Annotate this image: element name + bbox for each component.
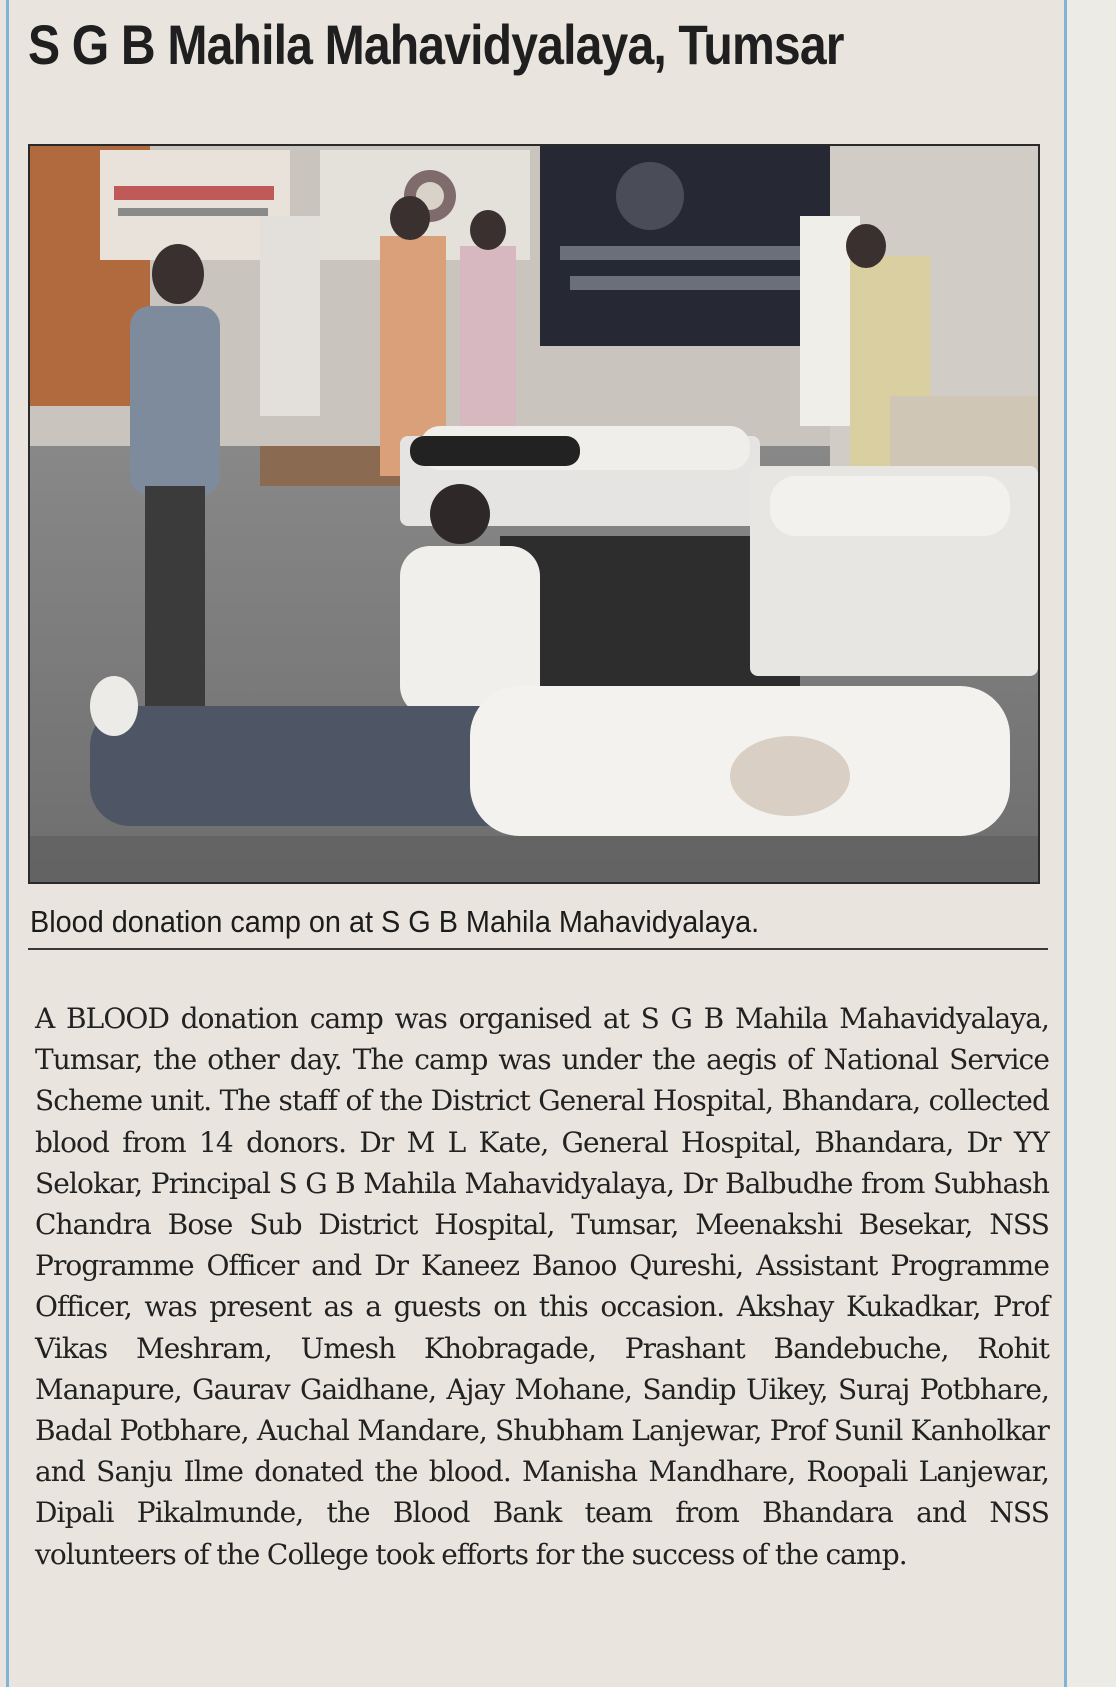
photo-caption: Blood donation camp on at S G B Mahila Mahavidyalaya. — [30, 904, 760, 939]
headline: S G B Mahila Mahavidyalaya, Tumsar — [28, 13, 844, 76]
page-margin — [1067, 0, 1116, 1687]
caption-divider — [28, 948, 1048, 950]
photo-blood-donation-camp — [30, 146, 1038, 882]
article-body: A BLOOD donation camp was organised at S G B Mahila Mahavidyalaya, Tumsar, the other day. The camp was under the aegis of National Service Scheme unit. The staff of the District General Hospital, Bhandara, collected blood from 14 donors. Dr M L Kate, General Hospital, Bhandara, Dr YY Selokar, Principal S G B Mahila Mahavidyalaya, Dr Balbudhe from Subhash Chandra Bose Sub District Hospital, Tumsar, Meenakshi Besekar, NSS Programme Officer and Dr Kaneez Banoo Qureshi, Assistant Programme Officer, was present as a guests on this occasion. Akshay Kukadkar, Prof Vikas Meshram, Umesh Khobragade, Prashant Bandebuche, Rohit Manapure, Gaurav Gaidhane, Ajay Mohane, Sandip Uikey, Suraj Potbhare, Badal Potbhare, Auchal Mandare, Shubham Lanjewar, Prof Sunil Kanholkar and Sanju Ilme donated the blood. Manisha Mandhare, Roopali Lanjewar, Dipali Pikalmunde, the Blood Bank team from Bhandara and NSS volunteers of the College took efforts for the success of the camp. — [35, 1002, 1049, 1571]
news-photo — [28, 144, 1040, 884]
margin-rule-left — [6, 0, 9, 1687]
